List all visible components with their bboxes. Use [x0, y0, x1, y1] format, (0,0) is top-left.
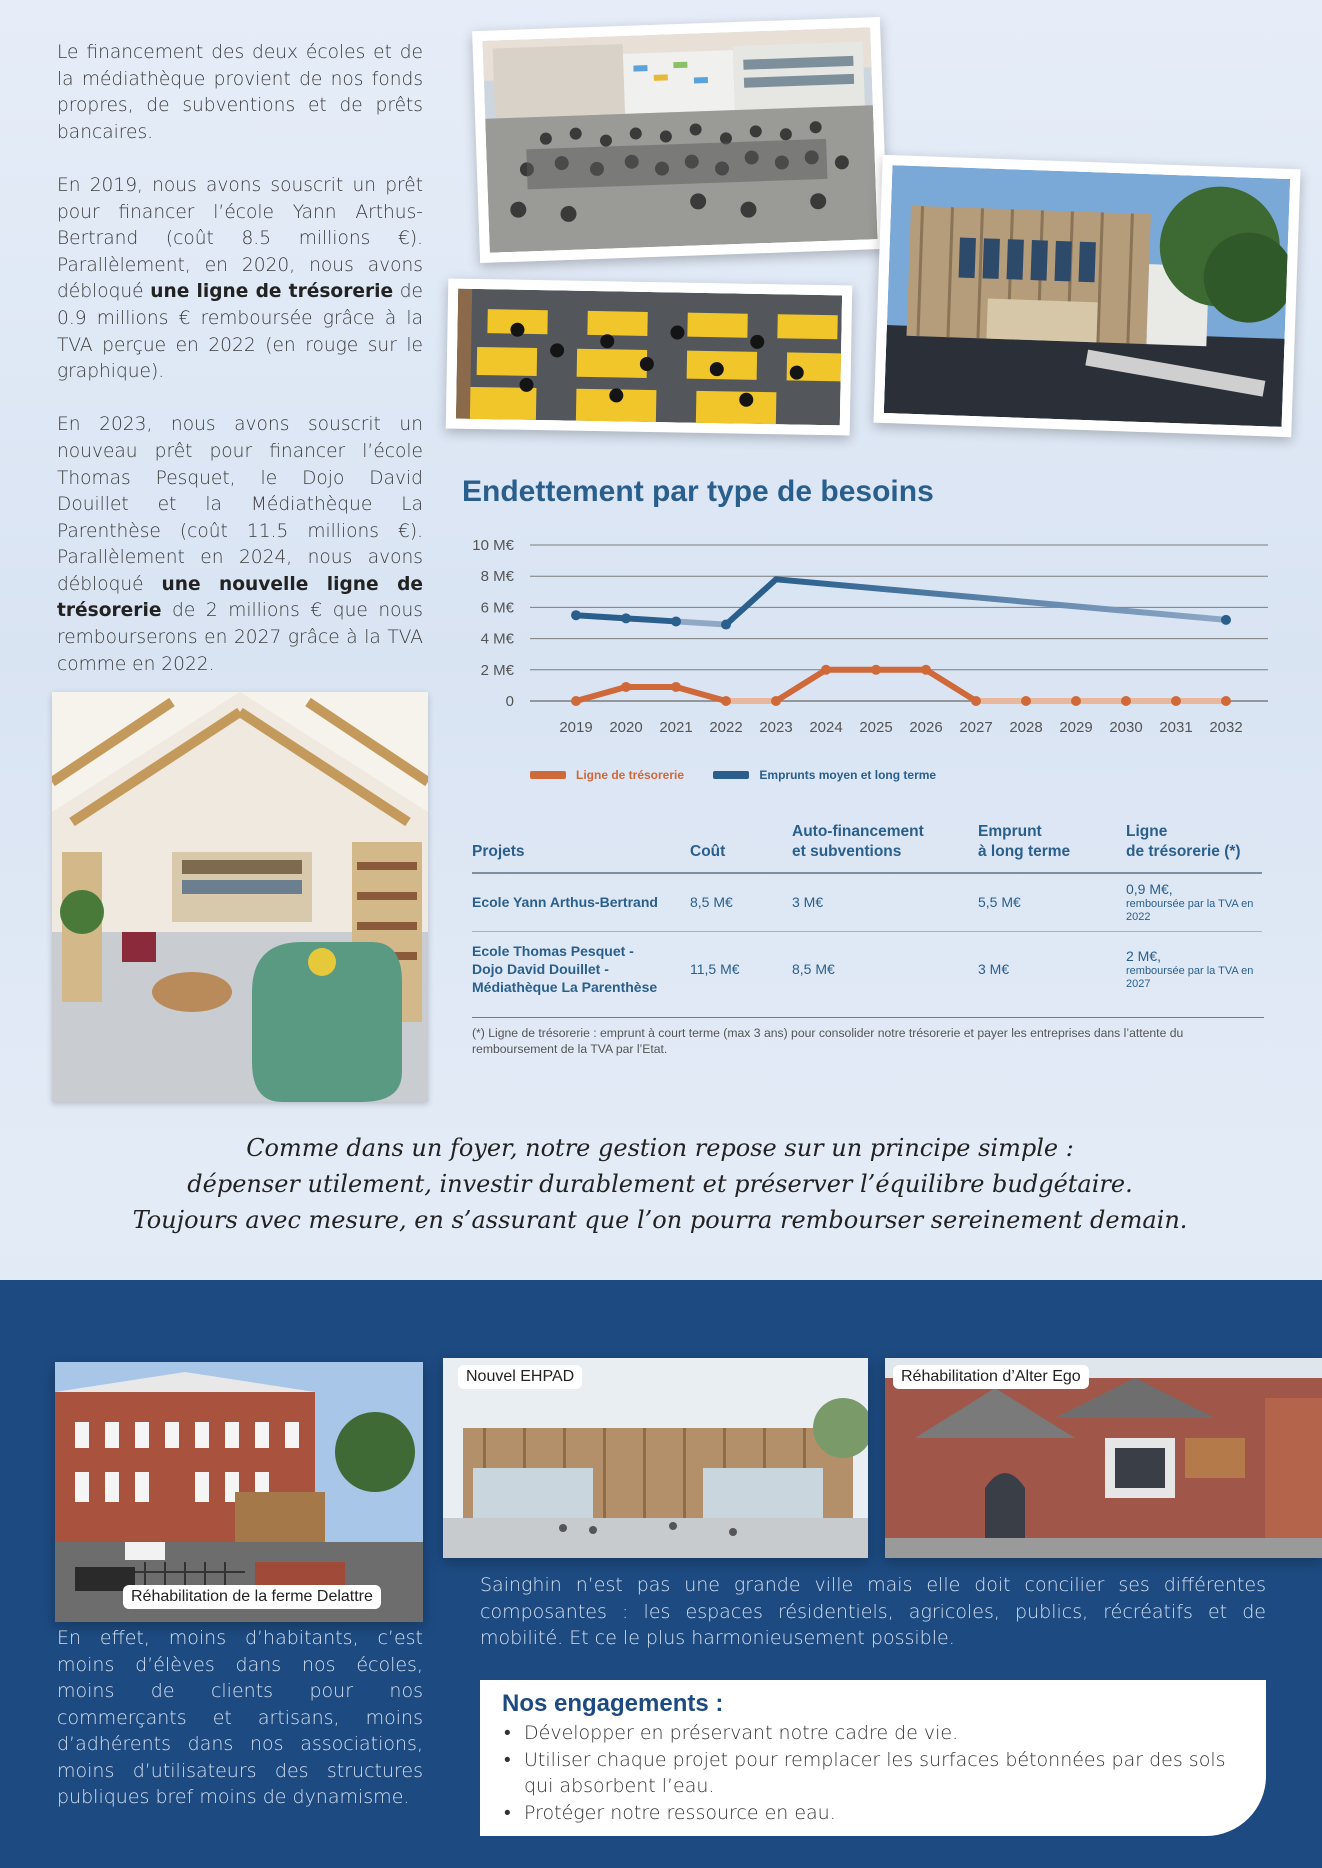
x-tick-label: 2026	[909, 719, 943, 736]
emprunts-segment	[676, 621, 726, 624]
tresorerie-point	[871, 665, 881, 675]
cell-line-value: 0,9 M€,	[1126, 881, 1173, 898]
legend-swatch-emprunts	[713, 771, 749, 779]
x-tick-label: 2032	[1209, 719, 1243, 736]
x-tick-label: 2030	[1109, 719, 1143, 736]
y-tick-label: 4 M€	[480, 630, 514, 648]
y-tick-label: 0	[505, 693, 514, 710]
emprunts-segment	[626, 618, 676, 621]
photo-mediatheque	[52, 692, 428, 1102]
caption-ferme-delattre: Réhabilitation de la ferme Delattre	[123, 1585, 381, 1609]
header-auto-line2: et subventions	[792, 843, 902, 860]
tresorerie-segment	[926, 670, 976, 701]
cell-line	[1126, 873, 1262, 931]
x-tick-label: 2022	[709, 719, 743, 736]
cell-cost: 8,5 M€	[690, 873, 792, 931]
x-tick-label: 2028	[1009, 719, 1043, 736]
intro-p3-bold: une nouvelle ligne de trésorerie	[57, 573, 423, 622]
y-tick-label: 10 M€	[472, 537, 514, 554]
tresorerie-point	[1171, 696, 1181, 706]
emprunts-segment	[576, 615, 626, 618]
intro-paragraph-2	[57, 173, 423, 386]
tresorerie-segment	[676, 687, 726, 701]
header-ligne-line1: Ligne	[1126, 823, 1168, 840]
header-cout: Coût	[690, 822, 792, 873]
x-tick-label: 2023	[759, 719, 793, 736]
x-tick-label: 2027	[959, 719, 993, 736]
cell-project-line1: Ecole Thomas Pesquet -	[472, 943, 634, 960]
tresorerie-point	[1071, 696, 1081, 706]
y-tick-label: 8 M€	[480, 568, 514, 586]
legend-label-tresorerie: Ligne de trésorerie	[576, 768, 685, 782]
list-item: • Développer en préservant notre cadre de vie.	[502, 1720, 1244, 1747]
table-row	[472, 873, 1262, 931]
header-emprunt	[978, 822, 1126, 873]
cell-auto: 8,5 M€	[792, 931, 978, 1007]
effet-paragraph: En effet, moins d’habitants, c’est moins d’élèves dans nos écoles, moins de clients pour nos commerçants et artisans, moins d’adhérents dans nos associations, moins d’utilisateurs des structures publiques bref moins de dynamisme.	[57, 1627, 423, 1808]
header-emprunt-line1: Emprunt	[978, 823, 1042, 840]
intro-paragraph-3	[57, 412, 423, 678]
tresorerie-point	[621, 682, 631, 692]
cell-cost: 11,5 M€	[690, 931, 792, 1007]
intro-p3-rest: de 2 millions € que nous rembourserons en 2027 grâce à la TVA comme en 2022.	[57, 600, 423, 675]
financing-table	[472, 822, 1262, 1007]
engagements-title: Nos engagements :	[502, 1690, 724, 1717]
x-tick-label: 2031	[1159, 719, 1193, 736]
tresorerie-point	[821, 665, 831, 675]
chart-title: Endettement par type de besoins	[462, 475, 934, 508]
emprunts-point	[1221, 615, 1231, 625]
photo-building-wood	[873, 155, 1300, 437]
list-item: • Protéger notre ressource en eau.	[502, 1800, 1244, 1827]
emprunts-point	[671, 616, 681, 626]
intro-p3-text: En 2023, nous avons souscrit un nouveau prêt pour financer l’école Thomas Pesquet, le Dojo David Douillet et la Médiathèque La Parenthèse (coût 11.5 millions €). Parallèlement en 2024, nous avons débloqué	[57, 414, 423, 595]
header-projets: Projets	[472, 822, 690, 873]
list-item: • Utiliser chaque projet pour remplacer les surfaces bétonnées par des sols qui absorbent l’eau.	[502, 1747, 1244, 1800]
x-tick-label: 2024	[809, 719, 843, 736]
footnote-divider	[472, 1017, 1264, 1018]
caption-alter-ego: Réhabilitation d’Alter Ego	[893, 1365, 1089, 1389]
cell-loan: 5,5 M€	[978, 873, 1126, 931]
legend-label-emprunts: Emprunts moyen et long terme	[759, 768, 937, 782]
cell-auto: 3 M€	[792, 873, 978, 931]
quote-line-1: Comme dans un foyer, notre gestion repose sur un principe simple :	[246, 1134, 1074, 1162]
emprunts-segment	[726, 579, 776, 624]
emprunts-point	[571, 610, 581, 620]
cell-project: Ecole Yann Arthus-Bertrand	[472, 873, 690, 931]
tresorerie-point	[571, 696, 581, 706]
cell-project	[472, 931, 690, 1007]
table-footnote: (*) Ligne de trésorerie : emprunt à court terme (max 3 ans) pour consolider notre trésorerie et payer les entreprises dans l’attente du remboursement de la TVA par l’Etat.	[472, 1026, 1184, 1056]
table-header-row	[472, 822, 1262, 873]
chart-legend	[530, 768, 962, 782]
photo-dojo	[446, 278, 853, 435]
header-auto	[792, 822, 978, 873]
photo-ferme-delattre	[55, 1362, 423, 1622]
intro-p2-rest: de 0.9 millions € remboursée grâce à la TVA perçue en 2022 (en rouge sur le graphique).	[57, 281, 423, 383]
tresorerie-point	[971, 696, 981, 706]
cell-line	[1126, 931, 1262, 1007]
cell-loan: 3 M€	[978, 931, 1126, 1007]
tresorerie-point	[771, 696, 781, 706]
x-tick-label: 2019	[559, 719, 593, 736]
caption-ehpad: Nouvel EHPAD	[458, 1365, 582, 1389]
emprunts-segment	[776, 579, 1226, 620]
emprunts-point	[721, 620, 731, 630]
y-tick-label: 6 M€	[480, 599, 514, 617]
sainghin-paragraph: Sainghin n’est pas une grande ville mais elle doit concilier ses différentes composantes : les espaces résidentiels, agricoles, publics, récréatifs et de mobilité. Et ce le plus harmonieusement possible.	[480, 1574, 1266, 1649]
x-tick-label: 2020	[609, 719, 643, 736]
tresorerie-point	[1221, 696, 1231, 706]
tresorerie-point	[721, 696, 731, 706]
quote	[100, 1130, 1220, 1238]
header-ligne-line2: de trésorerie (*)	[1126, 843, 1241, 860]
legend-item-tresorerie	[530, 768, 684, 782]
legend-swatch-tresorerie	[530, 771, 566, 779]
tresorerie-segment	[776, 670, 826, 701]
quote-line-3: Toujours avec mesure, en s’assurant que l’on pourra rembourser sereinement demain.	[132, 1206, 1188, 1234]
x-tick-label: 2029	[1059, 719, 1093, 736]
cell-line-value: 2 M€,	[1126, 948, 1162, 965]
header-auto-line1: Auto-financement	[792, 823, 924, 840]
photo-school-inauguration	[472, 17, 888, 263]
intro-paragraph-1: Le financement des deux écoles et de la médiathèque provient de nos fonds propres, de subventions et de prêts bancaires.	[57, 42, 423, 143]
intro-text	[57, 40, 423, 705]
cell-line-note: remboursée par la TVA en 2027	[1126, 965, 1254, 991]
tresorerie-point	[671, 682, 681, 692]
cell-project-line2: Dojo David Douillet -	[472, 961, 609, 978]
x-tick-label: 2025	[859, 719, 893, 736]
emprunts-point	[621, 613, 631, 623]
intro-p2-text: En 2019, nous avons souscrit un prêt pour financer l’école Yann Arthus-Bertrand (coût 8.5 millions €). Parallèlement, en 2020, nous avons débloqué	[57, 174, 423, 303]
cell-line-note: remboursée par la TVA en 2022	[1126, 898, 1254, 924]
legend-item-emprunts	[713, 768, 936, 782]
quote-line-2: dépenser utilement, investir durablement et préserver l’équilibre budgétaire.	[187, 1170, 1133, 1198]
engagements-list	[502, 1720, 1244, 1826]
intro-p2-bold: une ligne de trésorerie	[150, 281, 394, 303]
debt-chart	[452, 525, 1272, 805]
y-tick-label: 2 M€	[480, 661, 514, 679]
x-tick-label: 2021	[659, 719, 693, 736]
header-ligne	[1126, 822, 1262, 873]
tresorerie-point	[921, 665, 931, 675]
header-emprunt-line2: à long terme	[978, 843, 1071, 860]
tresorerie-segment	[576, 687, 626, 701]
tresorerie-point	[1121, 696, 1131, 706]
table-row	[472, 931, 1262, 1007]
engagements-box	[480, 1680, 1266, 1836]
cell-project-line3: Médiathèque La Parenthèse	[472, 979, 658, 996]
tresorerie-point	[1021, 696, 1031, 706]
